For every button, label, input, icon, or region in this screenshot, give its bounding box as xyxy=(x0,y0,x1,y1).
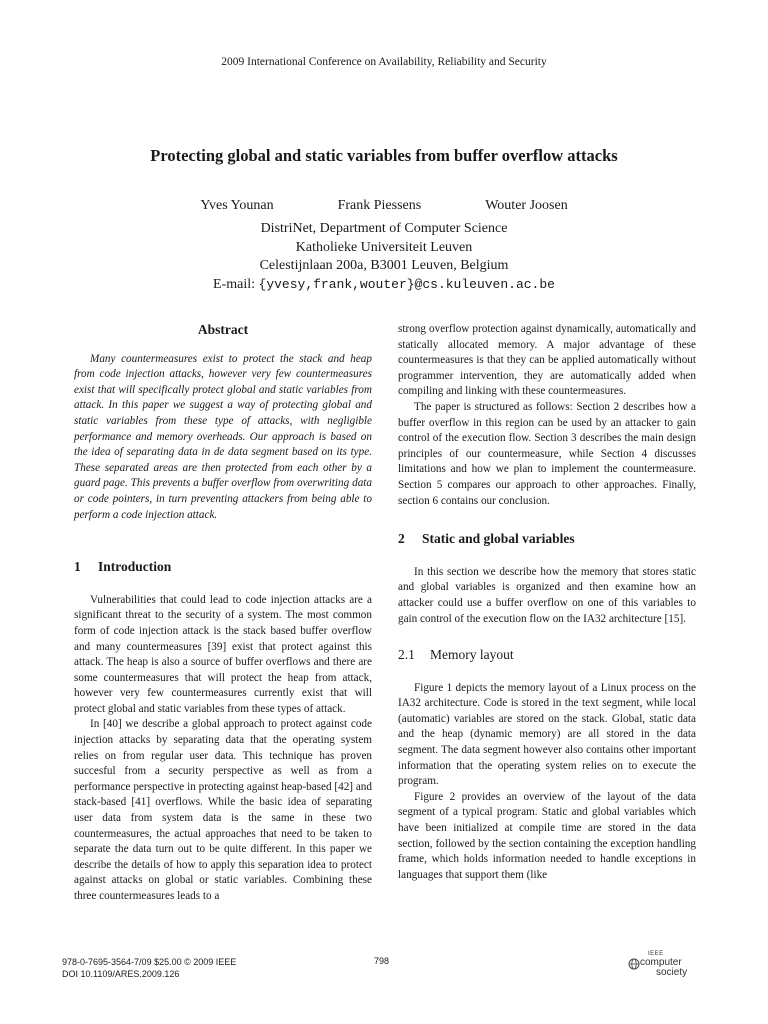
page-number: 798 xyxy=(374,956,390,966)
affiliation-block xyxy=(0,220,768,294)
logo-ieee-text: IEEE xyxy=(648,951,664,957)
section-2-number: 2 xyxy=(398,531,405,547)
right-paragraph-2: The paper is structured as follows: Section 2 describes how a buffer overflow in this region can be used by an attacker to gain control of the execution flow. Section 3 describes the main design principles of our countermeasure, while Section 4 discusses limitations and how we plan to implement the countermeasure. Section 5 compares our approach to other approaches. Finally, section 6 contains our conclusion. xyxy=(398,400,696,507)
author-1: Yves Younan xyxy=(200,198,274,213)
section-2-title: Static and global variables xyxy=(422,531,575,547)
subsection-2-1-title: Memory layout xyxy=(430,647,514,663)
section-1-title: Introduction xyxy=(98,559,172,575)
subsection-2-1-number: 2.1 xyxy=(398,647,415,663)
affiliation-address: Celestijnlaan 200a, B3001 Leuven, Belgium xyxy=(259,258,509,273)
email-label: E-mail: xyxy=(213,276,259,292)
section-2-heading xyxy=(398,531,696,547)
author-3: Wouter Joosen xyxy=(485,198,568,213)
logo-computer-text: computer xyxy=(640,957,682,968)
intro-paragraph-2: In [40] we describe a global approach to protect against code injection attacks by separating data that the operating system relies on from regular user data. This technique has proven succesful from a security perspective as well as from a performance perspective in protecting against heap-based [42] and stack-based [41] overflows. While the basic idea of separating user data from system data is the same in these two countermeasures, the actual approaches that need to be taken to separate the data turn out to be quite different. In this paper we describe the details of how to apply this separation idea to protect against attacks on global or static variables. Combining these three countermeasures leads to a xyxy=(74,718,372,902)
footer-isbn: 978-0-7695-3564-7/09 $25.00 © 2009 IEEE xyxy=(62,957,237,967)
footer-publication-info xyxy=(62,956,236,980)
email-address: {yvesy,frank,wouter}@cs.kuleuven.ac.be xyxy=(258,276,555,292)
abstract-text: Many countermeasures exist to protect the stack and heap from code injection attacks, however very few countermeasures exist that will specifically protect global and static variables from attack. In this paper we suggest a way of protecting global and static variables from these type of attacks, with negligible performance and memory overheads. Our approach is based on the idea of separating data in de data segment based on its type. These separated areas are then protected from each other by a guard page. This prevents a buffer overflow from overwriting data or code pointers, in turn preventing attackers from being able to perform a code injection attack. xyxy=(74,352,372,521)
footer-doi: DOI 10.1109/ARES.2009.126 xyxy=(62,969,180,979)
right-column xyxy=(398,322,696,883)
paper-title: Protecting global and static variables from buffer overflow attacks xyxy=(150,146,618,165)
subsection-paragraph-1: Figure 1 depicts the memory layout of a Linux process on the IA32 architecture. Code is stored in the text segment, while local (automatic) variables are stored on the stack. Global, static data and the heap (dynamic memory) are all stored in the data segment. The data segment however also contains other important information that the operating system relies on to execute the program. xyxy=(398,681,696,788)
intro-paragraph-1: Vulnerabilities that could lead to code injection attacks are a significant threat to the security of a system. The most common form of code injection attack is the stack based buffer overflow and many countermeasures [39] exist that protect against this attack. The heap is also a source of buffer overflows and there are some countermeasures that will protect the heap from attack, however very few countermeasures currently exist that will protect global and static variables from these types of attack. xyxy=(74,593,372,715)
subsection-2-1-heading xyxy=(398,647,696,663)
affiliation-university: Katholieke Universiteit Leuven xyxy=(295,239,473,255)
author-list xyxy=(0,198,768,214)
subsection-paragraph-2: Figure 2 provides an overview of the layout of the data segment of a typical program. Static and global variables which have been initialized at compile time are stored in the data section, followed by the section containing the exception handling frame, which holds information needed to handle exceptions in languages that support them (like xyxy=(398,790,696,881)
abstract-heading: Abstract xyxy=(197,322,249,337)
section-2-paragraph: In this section we describe how the memory that stores static and global variables is organized and then examine how an attacker could use a buffer overflow on one of this variables to gain control of the execution flow on the IA32 architecture [15]. xyxy=(398,565,696,625)
left-column xyxy=(74,322,372,905)
logo-society-text: society xyxy=(656,967,688,978)
section-1-heading xyxy=(74,559,372,575)
section-1-number: 1 xyxy=(74,559,81,575)
ieee-computer-society-logo xyxy=(626,951,706,981)
affiliation-department: DistriNet, Department of Computer Science xyxy=(260,221,508,236)
globe-icon xyxy=(628,958,640,970)
conference-header: 2009 International Conference on Availability, Reliability and Security xyxy=(221,56,547,68)
email-line xyxy=(0,276,768,295)
author-2: Frank Piessens xyxy=(337,198,422,213)
right-paragraph-1: strong overflow protection against dynamically, automatically and statically allocated memory. A major advantage of these countermeasures is that they can be applied automatically without programmer intervention, they are automatically added when compiling and linking with these countermeasures. xyxy=(398,323,696,398)
